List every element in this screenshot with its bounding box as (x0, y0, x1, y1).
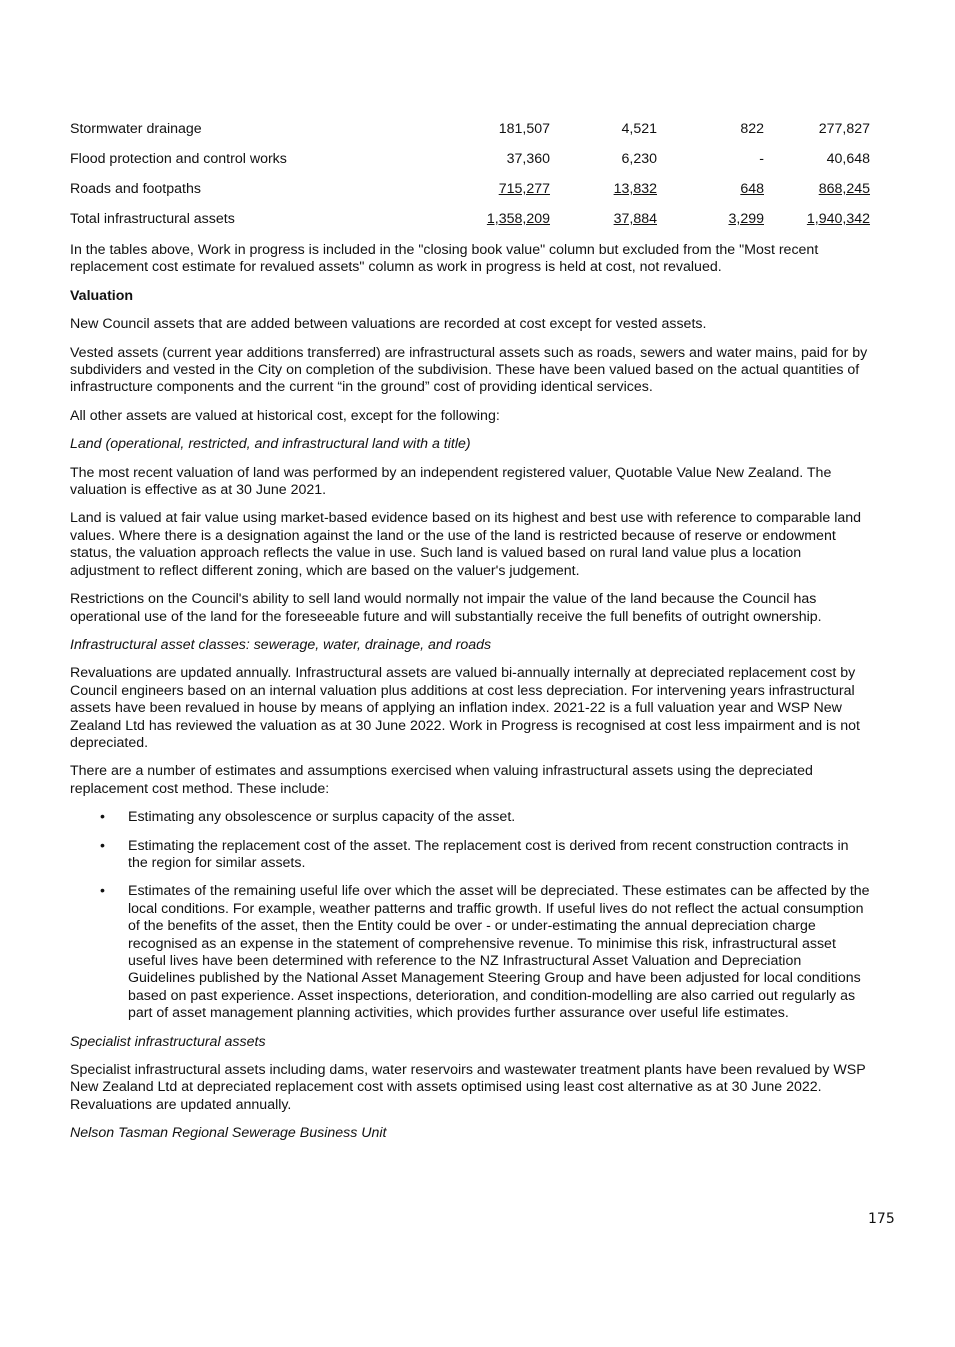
list-item-text: Estimating any obsolescence or surplus capacity of the asset. (128, 809, 516, 826)
table-row (70, 114, 870, 144)
row-label: Flood protection and control works (70, 151, 287, 167)
specialist-subheading: Specialist infrastructural assets (70, 1033, 266, 1050)
cell-value: 181,507 (498, 121, 550, 137)
list-item-text: Estimating the replacement cost of the asset. The replacement cost is derived from recent construction contracts in the region for similar assets. (128, 837, 849, 871)
estimates-list (70, 809, 870, 1022)
paragraph: Specialist infrastructural assets including dams, water reservoirs and wastewater treatment plants have been revalued by WSP New Zealand Ltd at depreciated replacement cost with assets optimised using least cost alternative as at 30 June 2022. Revaluations are updated annually. (70, 1062, 866, 1113)
row-label: Roads and footpaths (70, 181, 201, 197)
paragraph: All other assets are valued at historical cost, except for the following: (70, 407, 500, 424)
cell-value: 4,521 (621, 121, 657, 137)
page-number: 175 (868, 1211, 895, 1227)
cell-value: 1,358,209 (486, 211, 550, 227)
list-item (70, 883, 870, 1022)
paragraph: Vested assets (current year additions transferred) are infrastructural assets such as roads, sewers and water mains, paid for by subdividers and vested in the City on completion of the subdivision. These have been valued based on the actual quantities of infrastructure components and the current “in the ground” cost of providing identical services. (70, 344, 868, 396)
cell-value: 6,230 (621, 151, 657, 167)
cell-value: 648 (740, 181, 764, 197)
cell-value: 40,648 (826, 151, 870, 167)
paragraph: Restrictions on the Council's ability to sell land would normally not impair the value of the land because the Council has operational use of the land for the foreseeable future and will substantially receive the full benefits of outright ownership. (70, 591, 822, 625)
cell-value: 37,360 (506, 151, 550, 167)
infrastructure-subheading: Infrastructural asset classes: sewerage, water, drainage, and roads (70, 636, 492, 653)
cell-value: 37,884 (613, 211, 657, 227)
paragraph: Revaluations are updated annually. Infrastructural assets are valued bi-annually internally at depreciated replacement cost by Council engineers based on an internal valuation plus additions at cost less depreciation. For intervening years infrastructural assets have been revalued in house by means of applying an inflation index. 2021-22 is a full valuation year and WSP New Zealand Ltd has reviewed the valuation as at 30 June 2022. Work in Progress is recognised at cost less impairment and is not depreciated. (70, 665, 860, 751)
cell-value: - (759, 151, 764, 167)
cell-value: 715,277 (498, 181, 550, 197)
table-row-total (70, 204, 870, 234)
valuation-heading: Valuation (70, 287, 134, 304)
bullet-icon: • (100, 883, 105, 900)
nelson-subheading: Nelson Tasman Regional Sewerage Business Unit (70, 1125, 387, 1142)
list-item (70, 809, 870, 826)
table-row (70, 174, 870, 204)
page-content (70, 114, 870, 1154)
table-row (70, 144, 870, 174)
cell-value: 3,299 (728, 211, 764, 227)
paragraph: There are a number of estimates and assumptions exercised when valuing infrastructural assets using the depreciated replacement cost method. These include: (70, 763, 813, 797)
bullet-icon: • (100, 837, 105, 854)
infrastructure-assets-table (70, 114, 870, 234)
paragraph: The most recent valuation of land was performed by an independent registered valuer, Quotable Value New Zealand. The valuation is effective as at 30 June 2021. (70, 464, 832, 499)
land-subheading: Land (operational, restricted, and infrastructural land with a title) (70, 436, 471, 453)
row-label: Stormwater drainage (70, 121, 202, 137)
intro-note: In the tables above, Work in progress is included in the "closing book value" column but excluded from the "Most recent replacement cost estimate for revalued assets" column as work in progress is held at cost, not revalued. (70, 242, 819, 276)
paragraph: Land is valued at fair value using market-based evidence based on its highest and best use with reference to comparable land values. Where there is a designation against the land or the use of the land is restricted because of reserve or endowment status, the valuation approach reflects the value in use. Such land is valued based on rural land value plus a location adjustment to reflect different zoning, which are based on the valuer's judgement. (70, 510, 862, 579)
cell-value: 1,940,342 (806, 211, 870, 227)
list-item (70, 838, 870, 873)
list-item-text: Estimates of the remaining useful life over which the asset will be depreciated. These estimates can be affected by the local conditions. For example, weather patterns and traffic growth. If useful lives do not reflect the actual consumption of the benefits of the asset, then the Entity could be over - or under-estimating the annual depreciation charge recognised as an expense in the statement of comprehensive revenue. To minimise this risk, infrastructural asset useful lives have been determined with reference to the NZ Infrastructural Asset Valuation and Depreciation Guidelines published by the National Asset Management Steering Group and have been adjusted for local conditions based on past experience. Asset inspections, deterioration, and condition-modelling are also carried out regularly as part of asset management planning activities, which provides further assurance over useful life estimates. (128, 883, 870, 1022)
cell-value: 868,245 (818, 181, 870, 197)
cell-value: 277,827 (818, 121, 870, 137)
bullet-icon: • (100, 809, 105, 826)
cell-value: 822 (740, 121, 764, 137)
paragraph: New Council assets that are added between valuations are recorded at cost except for vested assets. (70, 316, 707, 333)
cell-value: 13,832 (613, 181, 657, 197)
row-label: Total infrastructural assets (70, 211, 235, 227)
